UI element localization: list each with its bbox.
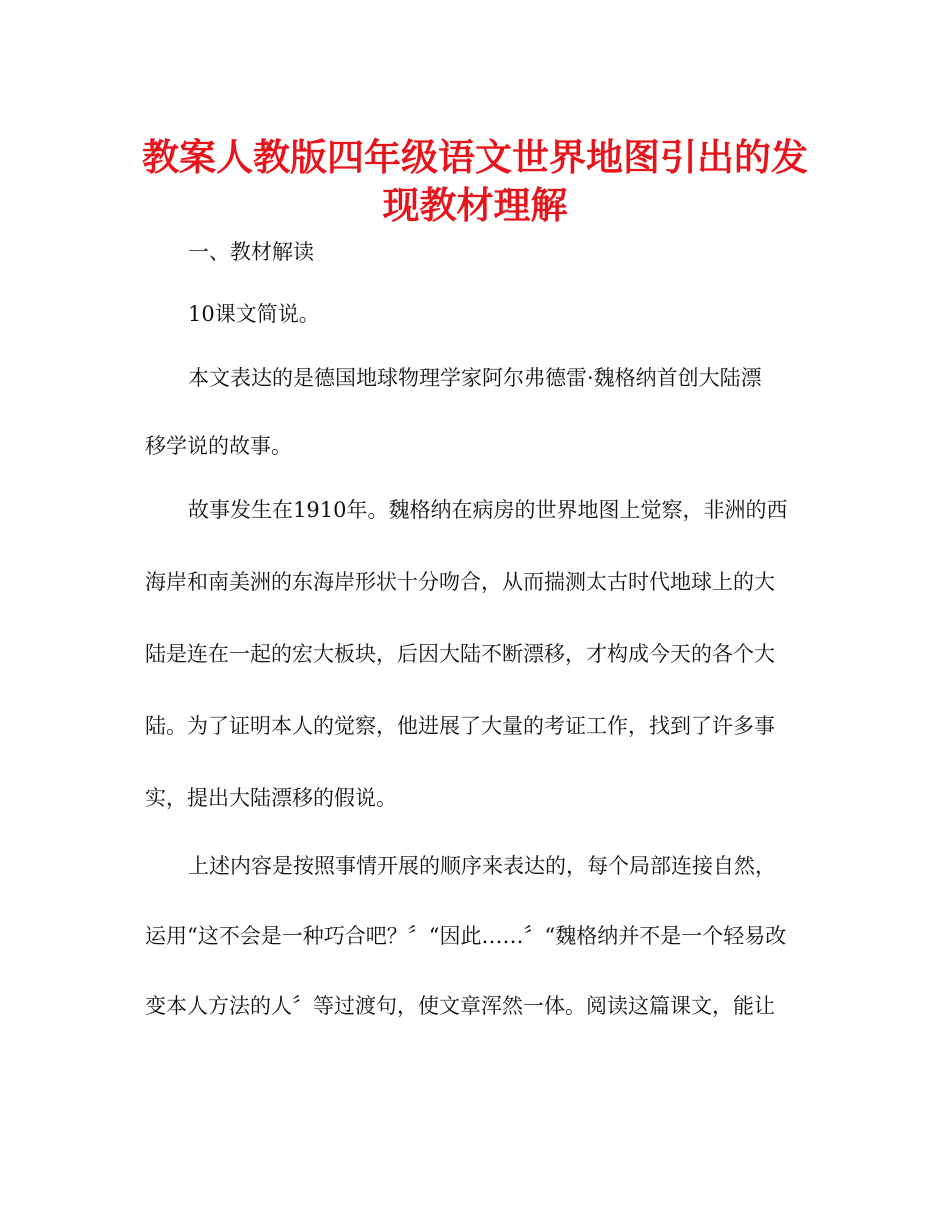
paragraph-line: 故事发生在1910年。魏格纳在病房的世界地图上觉察，非洲的西 (188, 498, 788, 522)
paragraph-line: 本文表达的是德国地球物理学家阿尔弗德雷·魏格纳首创大陆漂 (188, 366, 762, 390)
document-title-line-2: 现教材理解 (382, 184, 568, 227)
document-title-line-1: 教案人教版四年级语文世界地图引出的发 (142, 136, 808, 179)
paragraph-line: 上述内容是按照事情开展的顺序来表达的，每个局部连接自然， (188, 854, 776, 878)
paragraph-line: 陆。为了证明本人的觉察，他进展了大量的考证工作，找到了许多事 (145, 714, 775, 738)
paragraph-line: 实，提出大陆漂移的假说。 (145, 786, 397, 810)
paragraph-line: 运用“这不会是一种巧合吧？〞“因此……〞“魏格纳并不是一个轻易改 (145, 924, 787, 948)
paragraph-line: 陆是连在一起的宏大板块，后因大陆不断漂移，才构成今天的各个大 (145, 642, 775, 666)
paragraph-line: 移学说的故事。 (145, 434, 292, 458)
paragraph-line: 海岸和南美洲的东海岸形状十分吻合，从而揣测太古时代地球上的大 (145, 570, 775, 594)
subsection-heading: 10课文简说。 (188, 302, 320, 326)
paragraph-line: 变本人方法的人〞等过渡句，使文章浑然一体。阅读这篇课文，能让 (145, 994, 775, 1018)
section-heading: 一、教材解读 (188, 240, 314, 264)
